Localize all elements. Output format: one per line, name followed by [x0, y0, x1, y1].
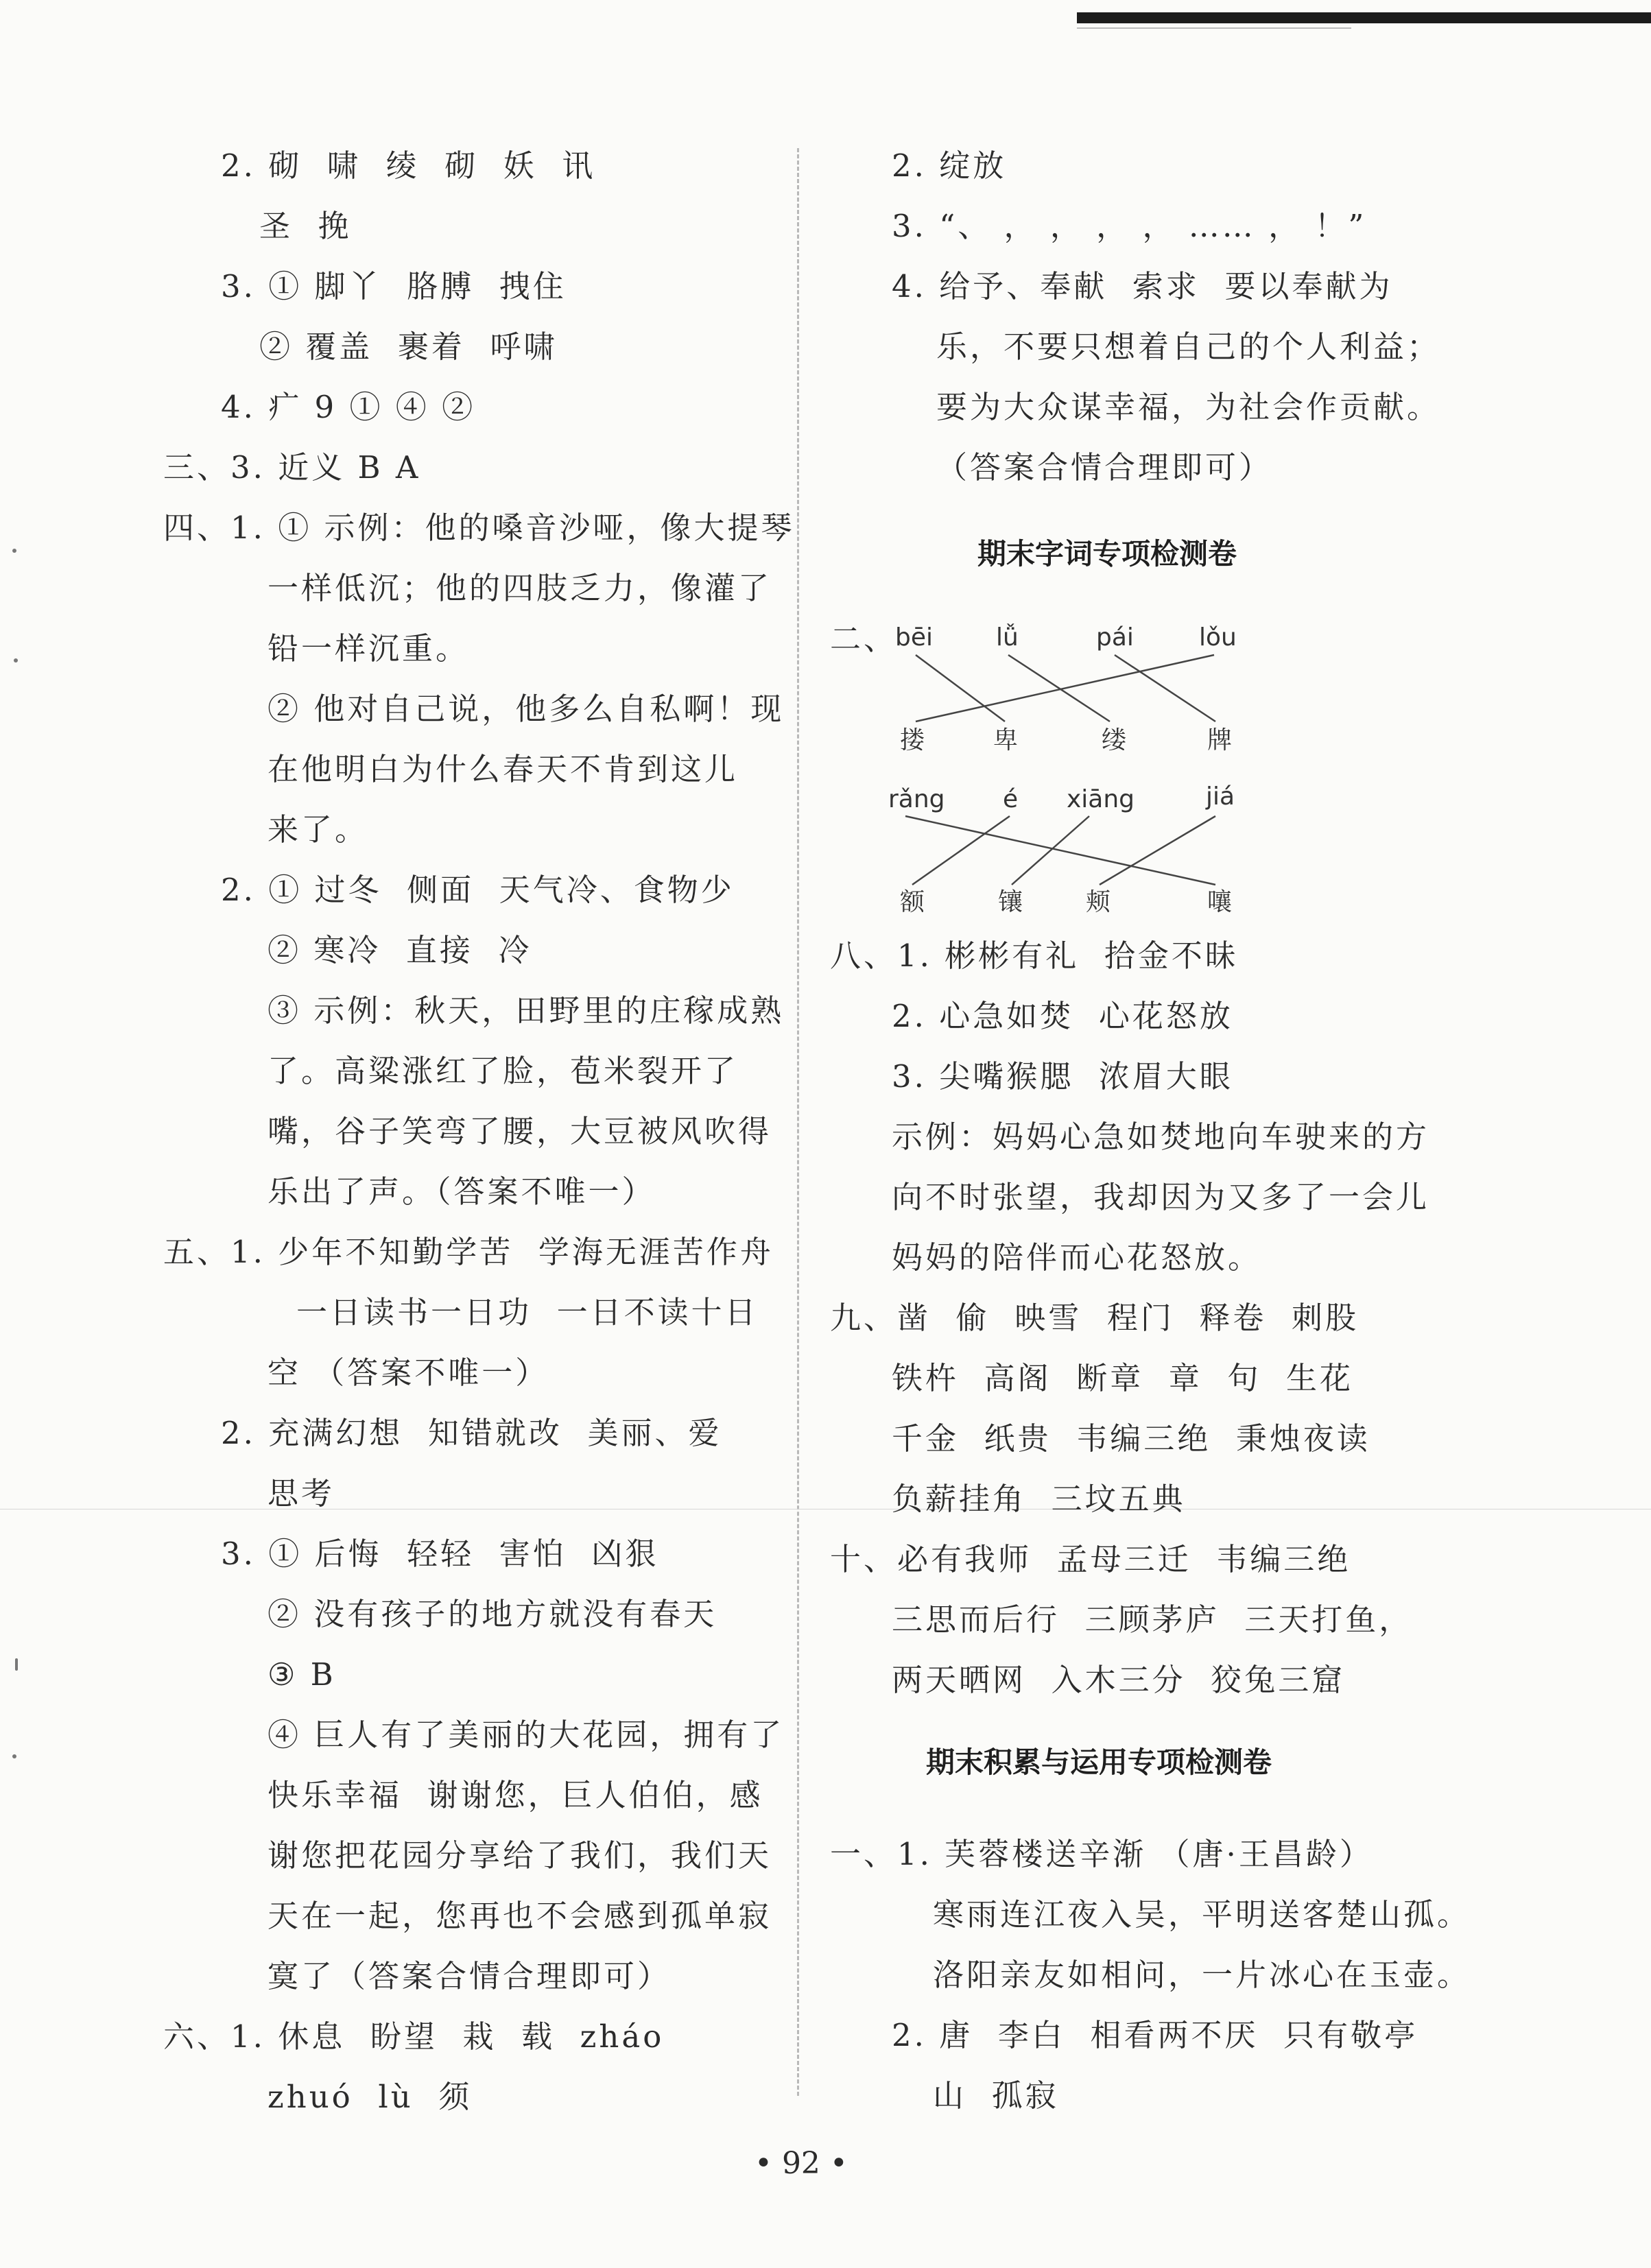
answer-line-r05: 要为大众谋幸福，为社会作贡献。 — [936, 389, 1441, 425]
answer-line-l33: zhuó lù 须 — [268, 2079, 473, 2115]
page-number: • 92 • — [755, 2146, 848, 2181]
section-title-s2: 期末积累与运用专项检测卷 — [926, 1745, 1272, 1779]
answer-line-r06: （答案合情合理即可） — [936, 449, 1273, 486]
answer-line-l09: 铅一样沉重。 — [268, 630, 470, 667]
pinyin-rang: rǎng — [888, 785, 945, 813]
char-rang: 嚷 — [1207, 888, 1233, 916]
answer-line-r13: 九、凿 偷 映雪 程门 释卷 刺股 — [830, 1300, 1359, 1336]
answer-line-l22: 2. 充满幻想 知错就改 美丽、爱 — [221, 1415, 722, 1451]
answer-line-r17: 十、必有我师 孟母三迁 韦编三绝 — [830, 1541, 1351, 1577]
pinyin-lv: lǚ — [996, 623, 1019, 652]
answer-line-r20: 一、1. 芙蓉楼送辛渐 （唐·王昌龄） — [830, 1836, 1373, 1872]
answer-line-l18: 乐出了声。（答案不唯一） — [268, 1173, 656, 1210]
answer-line-l27: ④ 巨人有了美丽的大花园，拥有了 — [268, 1717, 785, 1753]
answer-line-r07: 八、1. 彬彬有礼 拾金不昧 — [830, 938, 1239, 974]
answer-line-l02: 圣 挽 — [259, 208, 352, 244]
answer-line-r15: 千金 纸贵 韦编三绝 秉烛夜读 — [892, 1420, 1370, 1457]
char-jia: 颊 — [1086, 888, 1111, 916]
answer-line-l04: ② 覆盖 裹着 呼啸 — [259, 329, 558, 365]
char-lv: 缕 — [1102, 726, 1127, 754]
char-bei: 卑 — [993, 726, 1019, 754]
answer-line-r19: 两天晒网 入木三分 狡兔三窟 — [892, 1662, 1346, 1698]
answer-line-r10: 示例：妈妈心急如焚地向车驶来的方 — [892, 1119, 1430, 1155]
answer-line-l19: 五、1. 少年不知勤学苦 学海无涯苦作舟 — [163, 1234, 774, 1270]
answer-line-r04: 乐，不要只想着自己的个人利益； — [936, 329, 1441, 365]
pinyin-e: é — [1003, 785, 1019, 813]
answer-line-l12: 来了。 — [268, 811, 369, 848]
match-line-jia — [1100, 816, 1215, 885]
match-line-e — [912, 816, 1010, 885]
answer-line-r16: 负薪挂角 三坟五典 — [892, 1481, 1186, 1517]
answer-line-l23: 思考 — [268, 1475, 335, 1512]
answer-line-l26: ③ B — [268, 1656, 336, 1693]
answer-line-l14: ② 寒冷 直接 冷 — [268, 932, 532, 968]
char-e: 额 — [900, 888, 925, 916]
answer-line-l01: 2. 砌 啸 绫 砌 妖 讯 — [221, 147, 596, 184]
answer-line-l20: 一日读书一日功 一日不读十日 — [296, 1294, 759, 1330]
answer-line-l10: ② 他对自己说，他多么自私啊！现 — [268, 691, 785, 727]
answer-line-l08: 一样低沉；他的四肢乏力，像灌了 — [268, 570, 772, 606]
answer-line-r03: 4. 给予、奉献 索求 要以奉献为 — [892, 268, 1393, 305]
answer-line-r08: 2. 心急如焚 心花怒放 — [892, 998, 1233, 1034]
answer-line-r12: 妈妈的陪伴而心花怒放。 — [892, 1239, 1262, 1276]
pinyin-pai: pái — [1096, 623, 1134, 652]
matching-label: 二、 — [830, 621, 898, 657]
answer-line-l30: 天在一起，您再也不会感到孤单寂 — [268, 1898, 772, 1934]
answer-line-l16: 了。高粱涨红了脸，苞米裂开了 — [268, 1053, 739, 1089]
answer-line-l25: ② 没有孩子的地方就没有春天 — [268, 1596, 717, 1632]
char-lou: 搂 — [900, 726, 925, 754]
section-title-s1: 期末字词专项检测卷 — [977, 537, 1237, 571]
answer-line-r24: 山 孤寂 — [933, 2077, 1059, 2114]
answer-line-r23: 2. 唐 李白 相看两不厌 只有敬亭 — [892, 2017, 1418, 2053]
answer-line-l13: 2. ① 过冬 侧面 天气冷、食物少 — [221, 872, 735, 908]
answer-line-r09: 3. 尖嘴猴腮 浓眉大眼 — [892, 1058, 1233, 1095]
answer-line-l21: 空 （答案不唯一） — [268, 1354, 549, 1391]
pinyin-lou: lǒu — [1199, 623, 1237, 652]
answer-line-r11: 向不时张望，我却因为又多了一会儿 — [892, 1179, 1430, 1215]
answer-line-r22: 洛阳亲友如相问，一片冰心在玉壶。 — [933, 1957, 1471, 1993]
match-line-xiang — [1012, 816, 1089, 885]
answer-line-l05: 4. 疒 9 ① ④ ② — [221, 389, 476, 425]
answer-line-l15: ③ 示例：秋天，田野里的庄稼成熟 — [268, 992, 785, 1029]
answer-line-r02: 3. “、 ， ， ， ， …… ， ！” — [892, 208, 1367, 244]
answer-line-l24: 3. ① 后悔 轻轻 害怕 凶狠 — [221, 1536, 659, 1572]
match-line-rang — [905, 816, 1215, 885]
answer-line-r01: 2. 绽放 — [892, 147, 1007, 184]
answer-line-l06: 三、3. 近义 B A — [163, 449, 421, 486]
answer-line-l11: 在他明白为什么春天不肯到这儿 — [268, 751, 739, 787]
answer-line-l28: 快乐幸福 谢谢您，巨人伯伯，感 — [268, 1777, 763, 1813]
answer-line-r14: 铁杵 高阁 断章 章 句 生花 — [892, 1360, 1354, 1396]
pinyin-jia: jiá — [1206, 783, 1235, 811]
match-line-lv — [1008, 655, 1110, 721]
answer-line-l17: 嘴，谷子笑弯了腰，大豆被风吹得 — [268, 1113, 772, 1149]
match-line-pai — [1115, 655, 1215, 721]
char-xiang: 镶 — [998, 888, 1023, 916]
pinyin-bei: bēi — [895, 623, 934, 652]
answer-line-l03: 3. ① 脚丫 胳膊 拽住 — [221, 268, 567, 305]
pinyin-xiang: xiāng — [1067, 785, 1135, 813]
answer-line-l31: 寞了（答案合情合理即可） — [268, 1958, 672, 1994]
answer-line-l07: 四、1. ① 示例：他的嗓音沙哑，像大提琴 — [163, 510, 795, 546]
answer-line-l32: 六、1. 休息 盼望 栽 载 zháo — [163, 2018, 665, 2055]
answer-line-r21: 寒雨连江夜入吴，平明送客楚山孤。 — [933, 1896, 1471, 1933]
char-pai: 牌 — [1207, 726, 1233, 754]
answer-line-r18: 三思而后行 三顾茅庐 三天打鱼， — [892, 1601, 1413, 1638]
answer-line-l29: 谢您把花园分享给了我们，我们天 — [268, 1837, 772, 1874]
